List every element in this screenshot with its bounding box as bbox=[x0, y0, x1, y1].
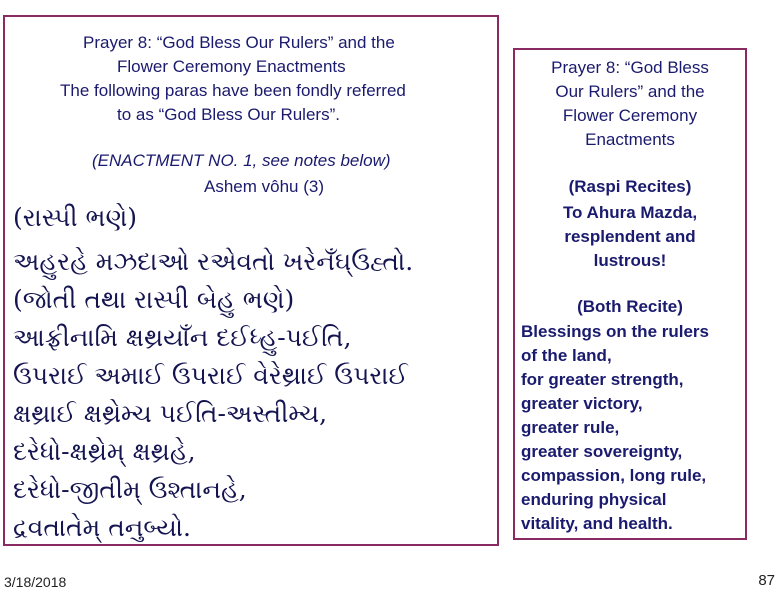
gujarati-line: દરેધો-જીતીમ્ ઉશ્તાનહે, bbox=[13, 475, 247, 504]
prayer-heading-line1: Prayer 8: “God Bless Our Rulers” and the bbox=[83, 33, 395, 52]
raspi-line: resplendent and bbox=[564, 227, 696, 246]
gujarati-prayer-panel bbox=[3, 15, 499, 546]
translation-title-line: Enactments bbox=[585, 130, 675, 149]
blessing-line: greater sovereignty, bbox=[521, 442, 683, 461]
english-translation-panel bbox=[513, 48, 747, 540]
blessing-line: greater rule, bbox=[521, 418, 620, 437]
translation-title-line: Our Rulers” and the bbox=[555, 82, 705, 101]
translation-title-line: Prayer 8: “God Bless bbox=[551, 58, 709, 77]
gujarati-line: આફ્રીનામિ ક્ષથ્રયાઁન દઈધ્હુ-પઈતિ, bbox=[13, 323, 352, 352]
gujarati-line: અહુરહે મઝદાઓ રએવતો ખરેનઁઘ્ઉહ્તો. bbox=[13, 247, 414, 276]
gujarati-line: ક્ષથ્રાઈ ક્ષથ્રેમ્ચ પઈતિ-અસ્તીમ્ચ, bbox=[13, 399, 328, 428]
slide-date: 3/18/2018 bbox=[4, 574, 67, 590]
raspi-line: (Raspi Recites) bbox=[568, 177, 692, 196]
blessing-line: for greater strength, bbox=[521, 370, 684, 389]
blessing-line: Blessings on the rulers bbox=[521, 322, 709, 341]
slide-page-number: 87 bbox=[758, 572, 775, 589]
gujarati-line: (રાસ્પી ભણે) bbox=[13, 203, 138, 232]
blessing-line: enduring physical bbox=[521, 490, 667, 509]
prayer-heading-line2: Flower Ceremony Enactments bbox=[117, 57, 346, 76]
translation-title-line: Flower Ceremony bbox=[562, 106, 698, 125]
intro-line1: The following paras have been fondly referred bbox=[60, 81, 406, 100]
intro-line2: to as “God Bless Our Rulers”. bbox=[117, 105, 340, 124]
blessing-line: greater victory, bbox=[521, 394, 643, 413]
blessing-line: vitality, and health. bbox=[521, 514, 673, 533]
gujarati-line: (જોતી તથા રાસ્પી બેહુ ભણે) bbox=[13, 285, 295, 314]
ashem-vohu-line: Ashem vôhu (3) bbox=[204, 177, 324, 196]
enactment-note: (ENACTMENT NO. 1, see notes below) bbox=[92, 151, 391, 170]
both-recite-label: (Both Recite) bbox=[577, 297, 683, 316]
gujarati-line: દ્રવતાતેમ્ તનુબ્યો. bbox=[13, 513, 191, 542]
gujarati-line: ઉપરાઈ અમાઈ ઉપરાઈ વેરેથ્રાઈ ઉપરાઈ bbox=[13, 361, 408, 390]
raspi-line: To Ahura Mazda, bbox=[562, 203, 698, 222]
gujarati-line: દરેધો-ક્ષથ્રેમ્ ક્ષથ્રહે, bbox=[13, 437, 196, 466]
raspi-line: lustrous! bbox=[593, 251, 667, 270]
blessing-line: compassion, long rule, bbox=[521, 466, 707, 485]
blessing-line: of the land, bbox=[521, 346, 612, 365]
